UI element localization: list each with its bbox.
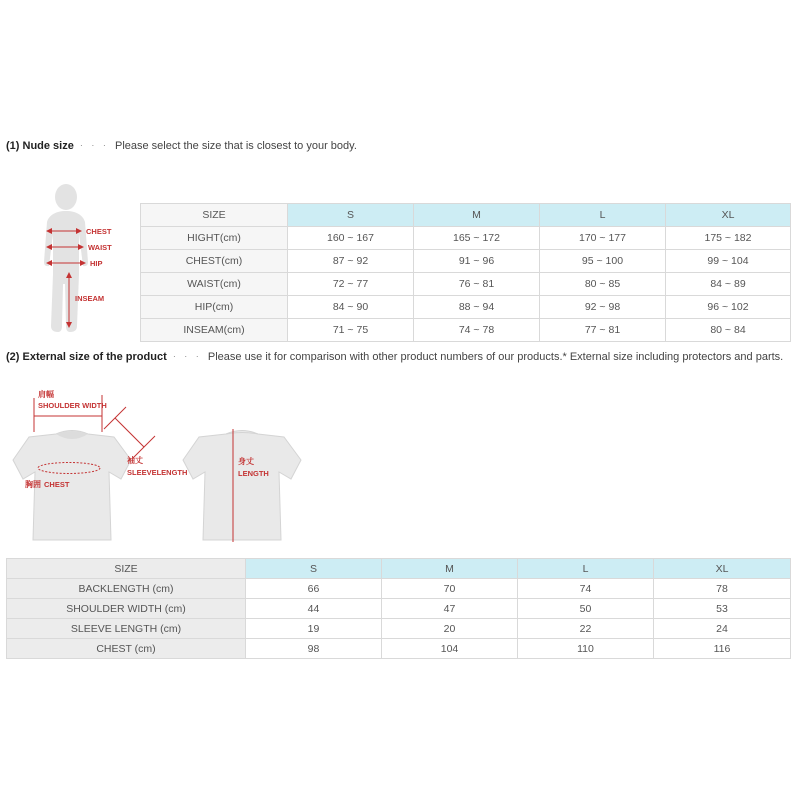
value-cell: 19 (246, 619, 382, 639)
inseam-label: INSEAM (75, 294, 105, 303)
nude-size-table (140, 203, 791, 342)
value-cell: 80 ~ 84 (666, 319, 791, 342)
table-row (141, 250, 791, 273)
table-row (141, 273, 791, 296)
row-label: BACKLENGTH (cm) (7, 579, 246, 599)
shoulder-label-jp: 肩幅 (38, 390, 54, 399)
row-label: WAIST(cm) (141, 273, 288, 296)
section1-title: (1) Nude size (6, 140, 74, 152)
chest-label-jp: 胸囲 (25, 480, 41, 489)
value-cell: 175 ~ 182 (666, 227, 791, 250)
value-cell: 98 (246, 639, 382, 659)
value-cell: 71 ~ 75 (288, 319, 414, 342)
product-size-table (6, 558, 791, 659)
row-label: HIP(cm) (141, 296, 288, 319)
chest-label: CHEST (86, 227, 112, 236)
value-cell: 44 (246, 599, 382, 619)
value-cell: 92 ~ 98 (540, 296, 666, 319)
body-measurement-diagram (30, 177, 145, 349)
header-cell-xl: XL (654, 559, 791, 579)
shirt-measurement-diagram (10, 383, 310, 548)
value-cell: 99 ~ 104 (666, 250, 791, 273)
value-cell: 70 (382, 579, 518, 599)
value-cell: 165 ~ 172 (414, 227, 540, 250)
sleeve-label-jp: 袖丈 (127, 456, 143, 465)
section1-heading (6, 140, 357, 152)
hip-label: HIP (90, 259, 103, 268)
row-label: SLEEVE LENGTH (cm) (7, 619, 246, 639)
header-cell-m: M (414, 204, 540, 227)
length-label-en: LENGTH (238, 469, 269, 478)
value-cell: 88 ~ 94 (414, 296, 540, 319)
value-cell: 96 ~ 102 (666, 296, 791, 319)
section2-description: Please use it for comparison with other product numbers of our products.* External size including protectors and parts. (207, 351, 784, 363)
value-cell: 78 (654, 579, 791, 599)
value-cell: 91 ~ 96 (414, 250, 540, 273)
table-header-row (141, 204, 791, 227)
tshirt-back (183, 431, 301, 541)
value-cell: 95 ~ 100 (540, 250, 666, 273)
value-cell: 74 ~ 78 (414, 319, 540, 342)
value-cell: 116 (654, 639, 791, 659)
body-head (55, 184, 77, 210)
value-cell: 47 (382, 599, 518, 619)
chest-label-en: CHEST (44, 480, 70, 489)
header-cell-l: L (540, 204, 666, 227)
value-cell: 170 ~ 177 (540, 227, 666, 250)
row-label: CHEST(cm) (141, 250, 288, 273)
value-cell: 80 ~ 85 (540, 273, 666, 296)
shoulder-label-en: SHOULDER WIDTH (38, 401, 107, 410)
value-cell: 84 ~ 90 (288, 296, 414, 319)
value-cell: 20 (382, 619, 518, 639)
table-row (141, 296, 791, 319)
sleeve-label-en: SLEEVELENGTH (127, 468, 188, 477)
value-cell: 72 ~ 77 (288, 273, 414, 296)
waist-label: WAIST (88, 243, 112, 252)
value-cell: 50 (518, 599, 654, 619)
value-cell: 87 ~ 92 (288, 250, 414, 273)
value-cell: 104 (382, 639, 518, 659)
table-row (7, 639, 791, 659)
value-cell: 22 (518, 619, 654, 639)
table-header-row (7, 559, 791, 579)
value-cell: 77 ~ 81 (540, 319, 666, 342)
value-cell: 110 (518, 639, 654, 659)
section1-description: Please select the size that is closest to your body. (114, 140, 357, 152)
table-row (7, 579, 791, 599)
table-row (7, 599, 791, 619)
section2-title: (2) External size of the product (6, 351, 167, 363)
value-cell: 74 (518, 579, 654, 599)
header-cell-s: S (246, 559, 382, 579)
section2-dots: · · · (172, 351, 202, 361)
header-cell-l: L (518, 559, 654, 579)
header-cell-s: S (288, 204, 414, 227)
row-label: SHOULDER WIDTH (cm) (7, 599, 246, 619)
header-cell-xl: XL (666, 204, 791, 227)
value-cell: 84 ~ 89 (666, 273, 791, 296)
value-cell: 160 ~ 167 (288, 227, 414, 250)
table-row (7, 619, 791, 639)
value-cell: 66 (246, 579, 382, 599)
value-cell: 24 (654, 619, 791, 639)
section2-heading (6, 351, 783, 363)
header-cell-size: SIZE (7, 559, 246, 579)
row-label: INSEAM(cm) (141, 319, 288, 342)
table-row (141, 319, 791, 342)
value-cell: 76 ~ 81 (414, 273, 540, 296)
header-cell-m: M (382, 559, 518, 579)
table-row (141, 227, 791, 250)
length-label-jp: 身丈 (238, 457, 254, 466)
value-cell: 53 (654, 599, 791, 619)
section1-dots: · · · (79, 140, 109, 150)
row-label: HIGHT(cm) (141, 227, 288, 250)
header-cell-size: SIZE (141, 204, 288, 227)
row-label: CHEST (cm) (7, 639, 246, 659)
